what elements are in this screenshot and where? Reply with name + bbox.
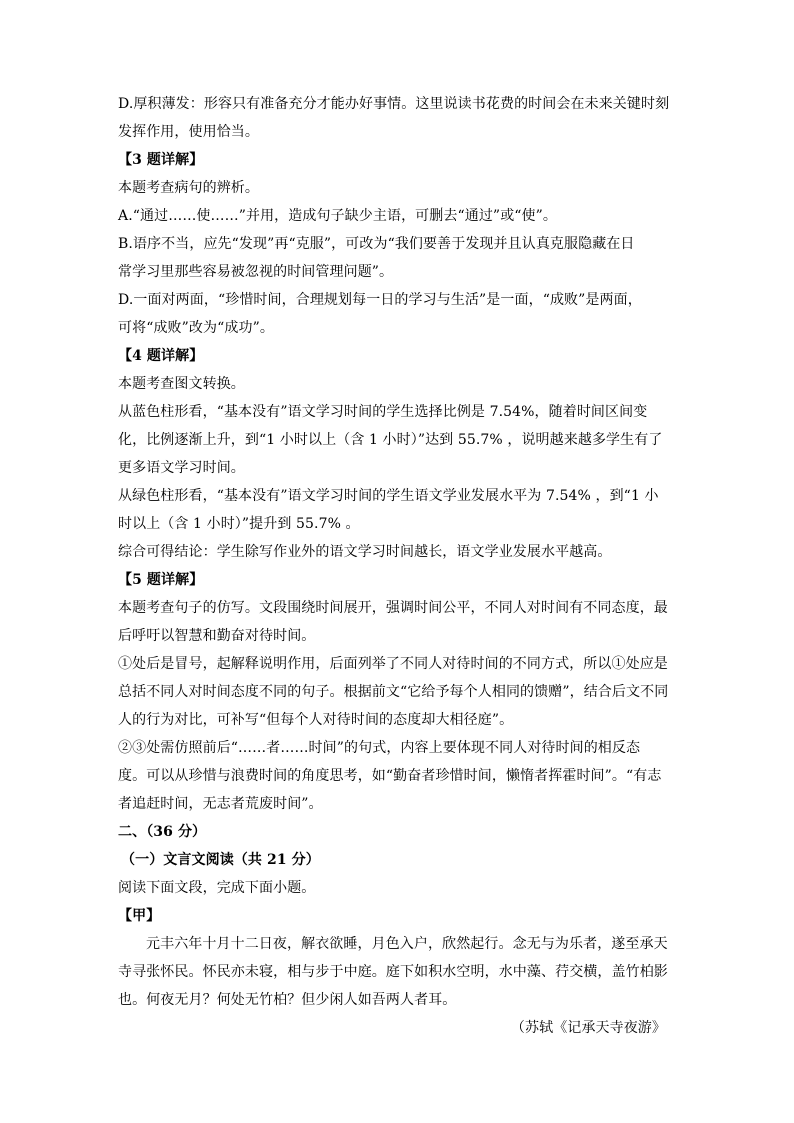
text-line-d-houji-cont: 发挥作用，使用恰当。 [118, 124, 259, 140]
passage-line-3: 也。何夜无月？何处无竹柏？但少闲人如吾两人者耳。 [118, 992, 457, 1008]
heading-jia: 【甲】 [118, 908, 161, 924]
text-line-q3-b-cont: 常学习里那些容易被忽视的时间管理问题”。 [118, 264, 394, 280]
heading-q5-explain: 【5 题详解】 [118, 572, 204, 588]
text-line-q5-1-end: 人的行为对比，可补写“但每个人对待时间的态度却大相径庭”。 [118, 712, 514, 728]
heading-q4-explain: 【4 题详解】 [118, 348, 204, 364]
passage-line-1: 元丰六年十月十二日夜，解衣欲睡，月色入户，欣然起行。念无与为乐者，遂至承天 [146, 936, 668, 952]
text-line-q5-intro-cont: 后呼吁以智慧和勤奋对待时间。 [118, 628, 316, 644]
text-line-q5-23: ②③处需仿照前后“……者……时间”的句式，内容上要体现不同人对待时间的相反态 [118, 740, 641, 756]
subsection-heading-classical: （一）文言文阅读（共 21 分） [121, 852, 320, 868]
passage-line-2: 寺寻张怀民。怀民亦未寝，相与步于中庭。庭下如积水空明，水中藻、荇交横，盖竹柏影 [118, 964, 668, 980]
text-line-q5-intro: 本题考查句子的仿写。文段围绕时间展开，强调时间公平，不同人对时间有不同态度，最 [118, 600, 668, 616]
text-line-d-houji: D.厚积薄发：形容只有准备充分才能办好事情。这里说读书花费的时间会在未来关键时刻 [118, 96, 670, 112]
text-line-q4-blue-end: 更多语文学习时间。 [118, 460, 245, 476]
text-line-instruction: 阅读下面文段，完成下面小题。 [118, 880, 316, 896]
text-line-q5-1-cont: 总括不同人对时间态度不同的句子。根据前文“它给予每个人相同的馈赠”，结合后文不同 [118, 684, 669, 700]
text-line-q3-b: B.语序不当，应先“发现”再“克服”，可改为“我们要善于发现并且认真克服隐藏在日 [118, 236, 635, 252]
heading-q3-explain: 【3 题详解】 [118, 152, 204, 168]
text-line-q3-d-cont: 可将“成败”改为“成功”。 [118, 320, 274, 336]
text-line-q5-23-end: 者追赶时间，无志者荒废时间”。 [118, 796, 323, 812]
text-line-q5-1: ①处后是冒号，起解释说明作用，后面列举了不同人对待时间的不同方式，所以①处应是 [118, 656, 668, 672]
text-line-q3-d: D.一面对两面，“珍惜时间，合理规划每一日的学习与生活”是一面，“成败”是两面， [118, 292, 642, 308]
passage-source: （苏轼《记承天寺夜游》 [510, 1020, 666, 1036]
text-line-q4-blue-cont: 化，比例逐渐上升，到“1 小时以上（含 1 小时）”达到 55.7% ，说明越来越多学生有了 [118, 432, 663, 448]
text-line-q3-intro: 本题考查病句的辨析。 [118, 180, 259, 196]
text-line-q4-conclusion: 综合可得结论：学生除写作业外的语文学习时间越长，语文学业发展水平越高。 [118, 544, 612, 560]
section-heading-two: 二、（36 分） [118, 824, 207, 840]
text-line-q3-a: A.“通过……使……”并用，造成句子缺少主语，可删去“通过”或“使”。 [118, 208, 558, 224]
text-line-q4-green: 从绿色柱形看，“基本没有”语文学习时间的学生语文学业发展水平为 7.54% ，到“1 小 [118, 488, 659, 504]
text-line-q4-blue: 从蓝色柱形看，“基本没有”语文学习时间的学生选择比例是 7.54%，随着时间区间变 [118, 404, 648, 420]
text-line-q4-green-cont: 时以上（含 1 小时）”提升到 55.7% 。 [118, 516, 360, 532]
text-line-q4-intro: 本题考查图文转换。 [118, 376, 245, 392]
text-line-q5-23-cont: 度。可以从珍惜与浪费时间的角度思考，如“勤奋者珍惜时间，懒惰者挥霍时间”。“有志 [118, 768, 662, 784]
